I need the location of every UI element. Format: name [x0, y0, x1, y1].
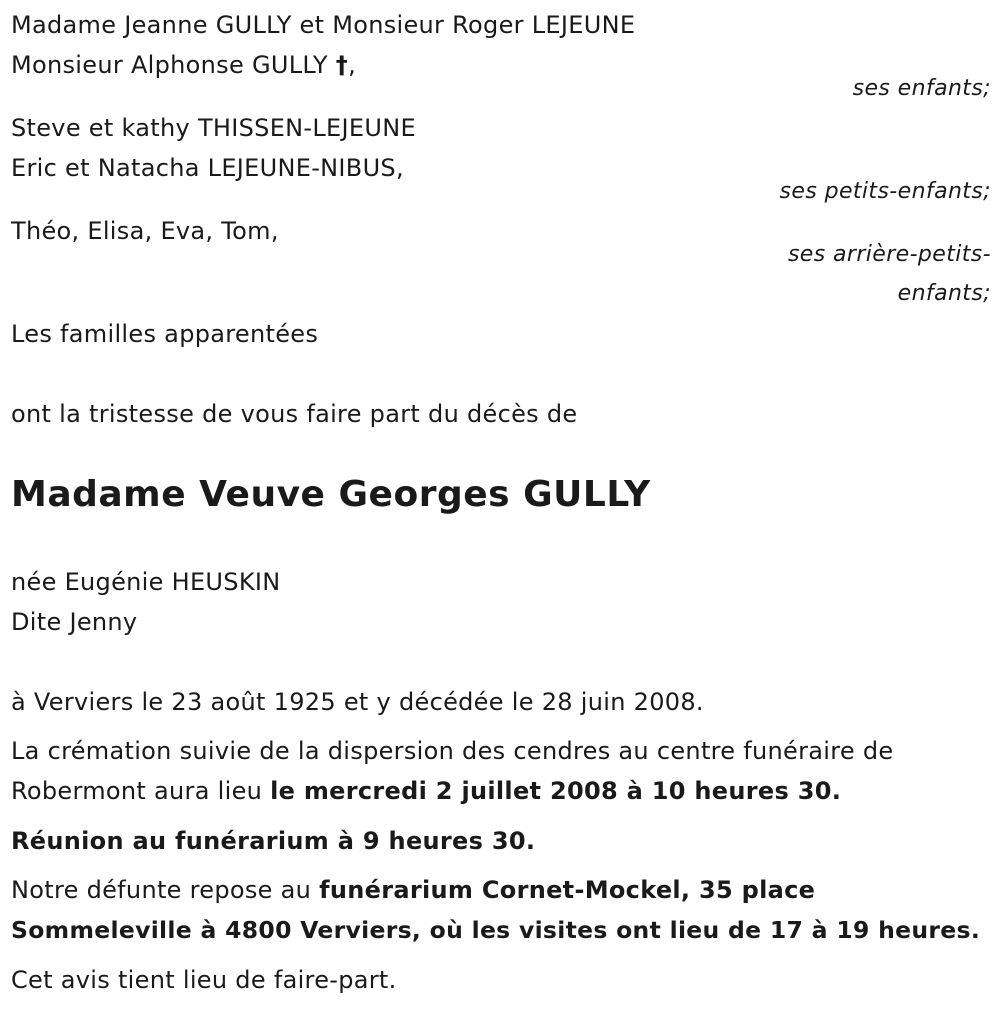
children-line-2-text: Monsieur Alphonse GULLY: [11, 51, 328, 79]
rest-line-1: [11, 870, 815, 910]
deceased-birth-name: née Eugénie HEUSKIN: [11, 568, 281, 596]
role-great-grandchildren-2: enfants;: [897, 281, 991, 306]
grandchildren-line-2: Eric et Natacha LEJEUNE-NIBUS,: [11, 154, 404, 182]
role-grandchildren: ses petits-enfants;: [779, 179, 991, 204]
great-grandchildren-line-1: Théo, Elisa, Eva, Tom,: [11, 217, 279, 245]
rest-location-1: funérarium Cornet-Mockel, 35 place: [319, 876, 816, 904]
rest-location-2: Sommeleville à 4800 Verviers, où les visites ont lieu de 17 à 19 heures.: [11, 916, 981, 944]
cremation-line-2: [11, 771, 841, 811]
meeting-line: Réunion au funérarium à 9 heures 30.: [11, 827, 536, 855]
role-great-grandchildren-1: ses arrière-petits-: [787, 242, 991, 267]
children-line-1: Madame Jeanne GULLY et Monsieur Roger LEJEUNE: [11, 11, 636, 39]
closing-line: Cet avis tient lieu de faire-part.: [11, 966, 397, 994]
cremation-line-1: La crémation suivie de la dispersion des cendres au centre funéraire de: [11, 737, 894, 765]
announcement-line: ont la tristesse de vous faire part du décès de: [11, 400, 578, 428]
children-line-2-suffix: ,: [348, 51, 357, 79]
rest-text: Notre défunte repose au: [11, 876, 320, 904]
families-line: Les familles apparentées: [11, 320, 319, 348]
cremation-text: Robermont aura lieu: [11, 777, 271, 805]
dates-line: à Verviers le 23 août 1925 et y décédée le 28 juin 2008.: [11, 688, 704, 716]
role-children: ses enfants;: [852, 76, 991, 101]
deceased-name: Madame Veuve Georges GULLY: [11, 474, 651, 515]
grandchildren-line-1: Steve et kathy THISSEN-LEJEUNE: [11, 114, 416, 142]
cremation-date: le mercredi 2 juillet 2008 à 10 heures 30.: [270, 777, 842, 805]
deceased-nickname: Dite Jenny: [11, 608, 138, 636]
cross-icon: †: [335, 51, 349, 79]
